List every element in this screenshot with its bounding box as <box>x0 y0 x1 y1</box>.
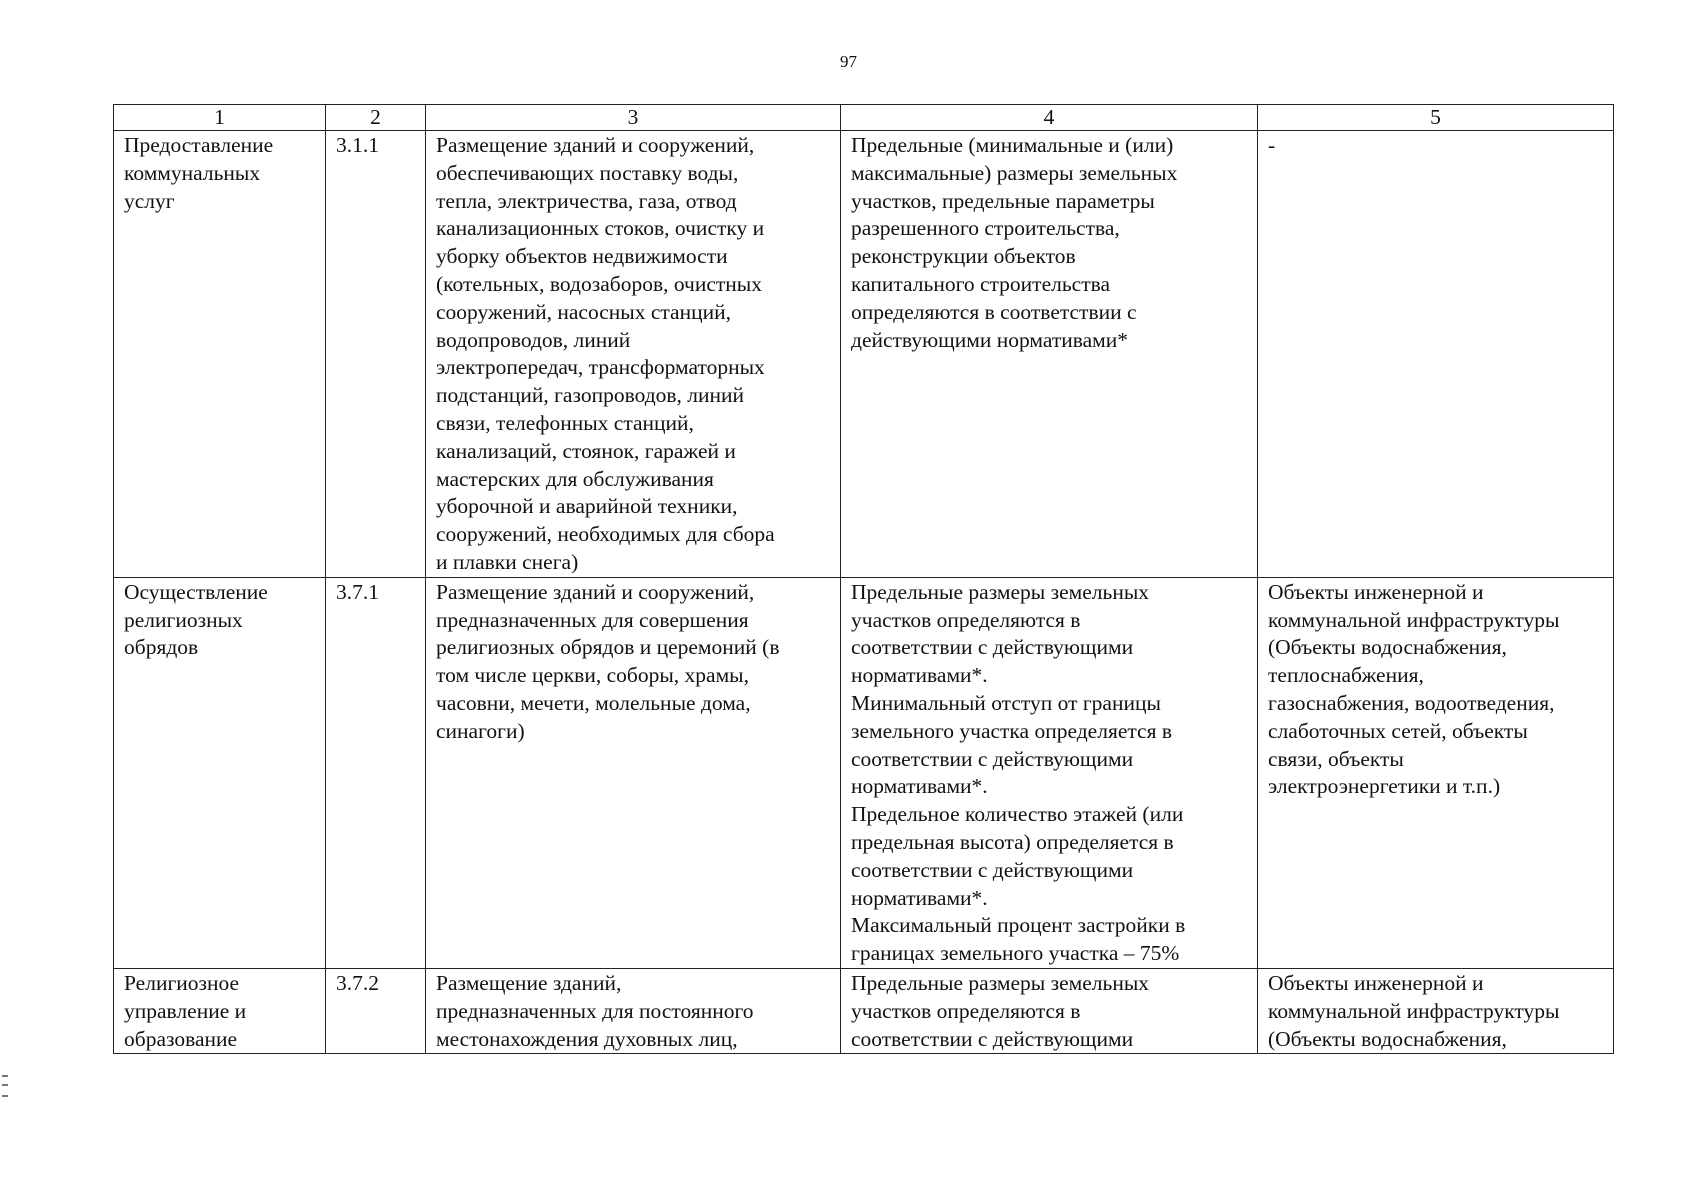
land-use-parameters: Предельные размеры земельных участков определяются в соответствии с действующими <box>841 968 1258 1053</box>
land-use-auxiliary: Объекты инженерной и коммунальной инфраструктуры (Объекты водоснабжения, теплоснабжения, газоснабжения, водоотведения, слаботочных сетей, объекты связи, объекты электроэнергетики и т.п.) <box>1258 577 1614 968</box>
land-use-name: Осуществление религиозных обрядов <box>114 577 326 968</box>
scan-edge-mark <box>2 1075 8 1097</box>
header-row <box>114 105 1614 131</box>
land-use-parameters: Предельные (минимальные и (или) максимальные) размеры земельных участков, предельные параметры разрешенного строительства, реконструкции объектов капитального строительства определяются в соответствии с действующими нормативами* <box>841 131 1258 578</box>
zoning-table <box>113 104 1614 1054</box>
land-use-code: 3.7.1 <box>326 577 426 968</box>
land-use-code: 3.7.2 <box>326 968 426 1053</box>
land-use-name: Религиозное управление и образование <box>114 968 326 1053</box>
land-use-auxiliary: - <box>1258 131 1614 578</box>
land-use-name: Предоставление коммунальных услуг <box>114 131 326 578</box>
table-viewport <box>110 104 1620 1060</box>
header-col-1: 1 <box>114 105 326 131</box>
header-col-4: 4 <box>841 105 1258 131</box>
land-use-description: Размещение зданий и сооружений, обеспечивающих поставку воды, тепла, электричества, газа, отвод канализационных стоков, очистку и уборку объектов недвижимости (котельных, водозаборов, очистных сооружений, насосных станций, водопроводов, линий электропередач, трансформаторных подстанций, газопроводов, линий связи, телефонных станций, канализаций, стоянок, гаражей и мастерских для обслуживания уборочной и аварийной техники, сооружений, необходимых для сбора и плавки снега) <box>426 131 841 578</box>
land-use-code: 3.1.1 <box>326 131 426 578</box>
land-use-description: Размещение зданий и сооружений, предназначенных для совершения религиозных обрядов и церемоний (в том числе церкви, соборы, храмы, часовни, мечети, молельные дома, синагоги) <box>426 577 841 968</box>
land-use-description: Размещение зданий, предназначенных для постоянного местонахождения духовных лиц, <box>426 968 841 1053</box>
table-row <box>114 577 1614 968</box>
page-number: 97 <box>840 52 857 71</box>
land-use-auxiliary: Объекты инженерной и коммунальной инфраструктуры (Объекты водоснабжения, <box>1258 968 1614 1053</box>
table-row <box>114 968 1614 1053</box>
land-use-parameters: Предельные размеры земельных участков определяются в соответствии с действующими нормативами*. Минимальный отступ от границы земельного участка определяется в соответствии с действующими нормативами*. Предельное количество этажей (или предельная высота) определяется в соответствии с действующими нормативами*. Максимальный процент застройки в границах земельного участка – 75% <box>841 577 1258 968</box>
header-col-3: 3 <box>426 105 841 131</box>
header-col-2: 2 <box>326 105 426 131</box>
table-row <box>114 131 1614 578</box>
header-col-5: 5 <box>1258 105 1614 131</box>
